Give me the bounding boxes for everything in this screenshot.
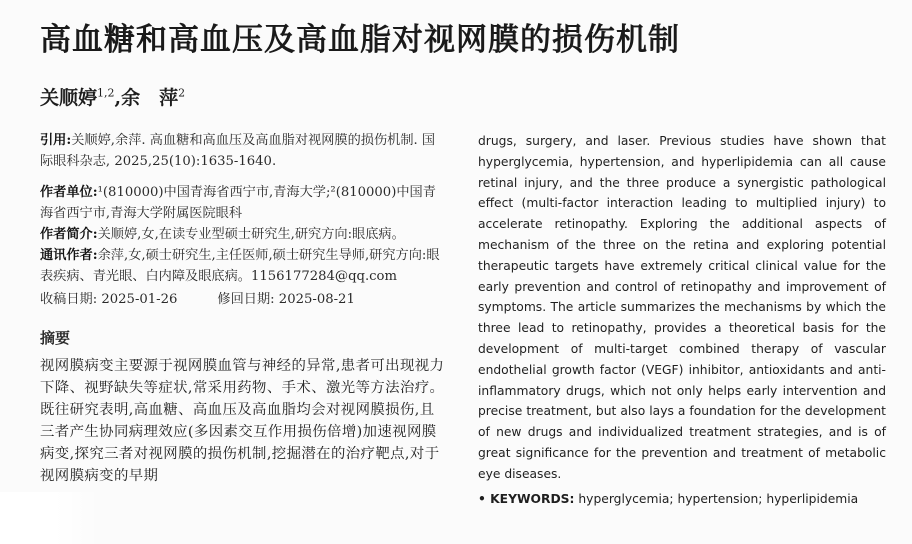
corresponding-author [40, 245, 445, 287]
author-bio [40, 224, 445, 245]
author-line [40, 83, 185, 110]
author-affiliation-sup: 2 [178, 86, 186, 100]
affiliation [40, 182, 445, 224]
edge-fade-overlay [0, 492, 100, 544]
received-date: 收稿日期: 2025-01-26 [40, 292, 178, 307]
left-column [40, 130, 445, 487]
citation [40, 130, 445, 172]
dates-row [40, 289, 445, 310]
author-separator: , [114, 87, 122, 109]
right-column [478, 131, 886, 509]
author-name: 关顺婷 [40, 87, 98, 109]
citation-text: 关顺婷,余萍. 高血糖和高血压及高血脂对视网膜的损伤机制. 国际眼科杂志, 2025,25(10):1635-1640. [40, 133, 436, 169]
revised-date: 修回日期: 2025-08-21 [217, 292, 355, 307]
keywords-label: • KEYWORDS: [478, 491, 575, 506]
keywords-text: hyperglycemia; hypertension; hyperlipidemia [578, 491, 859, 506]
keywords-line [478, 489, 886, 510]
author-name: 余 萍 [121, 87, 179, 109]
author-bio-text: 关顺婷,女,在读专业型硕士研究生,研究方向:眼底病。 [97, 227, 405, 242]
corresponding-label: 通讯作者: [40, 248, 98, 263]
affiliation-label: 作者单位: [40, 185, 98, 200]
citation-label: 引用: [40, 133, 72, 148]
article-title: 高血糖和高血压及高血脂对视网膜的损伤机制 [40, 22, 680, 58]
abstract-heading: 摘要 [40, 329, 71, 347]
corresponding-text: 余萍,女,硕士研究生,主任医师,硕士研究生导师,研究方向:眼表疾病、青光眼、白内障及眼底病。1156177284@qq.com [40, 248, 440, 284]
english-abstract: drugs, surgery, and laser. Previous studies have shown that hyperglycemia, hypertension, and hyperlipidemia can all cause retinal injury, and the three produce a synergistic pathological effect (multi-factor interaction leading to multiplied injury) to accelerate retinopathy. Exploring the additional aspects of mechanism of the three on the retina and exploring potential therapeutic targets have extremely critical clinical value for the early prevention and control of retinopathy and improvement of symptoms. The article summarizes the mechanisms by which the three lead to retinopathy, provides a theoretical basis for the development of multi-target combined therapy of vascular endothelial growth factor (VEGF) inhibitor, antioxidants and anti-inflammatory drugs, which not only helps early intervention and precise treatment, but also lays a foundation for the development of new drugs and individualized treatment strategies, and is of great significance for the prevention and treatment of metabolic eye diseases. [478, 134, 886, 481]
abstract-body: 视网膜病变主要源于视网膜血管与神经的异常,患者可出现视力下降、视野缺失等症状,常采用药物、手术、激光等方法治疗。既往研究表明,高血糖、高血压及高血脂均会对视网膜损伤,且三者产生协同病理效应(多因素交互作用损伤倍增)加速视网膜病变,探究三者对视网膜的损伤机制,挖掘潜在的治疗靶点,对于视网膜病变的早期 [40, 358, 445, 484]
author-bio-label: 作者简介: [40, 227, 98, 242]
affiliation-text: ¹(810000)中国青海省西宁市,青海大学;²(810000)中国青海省西宁市,青海大学附属医院眼科 [40, 185, 436, 221]
author-affiliation-sup: 1,2 [97, 86, 115, 100]
